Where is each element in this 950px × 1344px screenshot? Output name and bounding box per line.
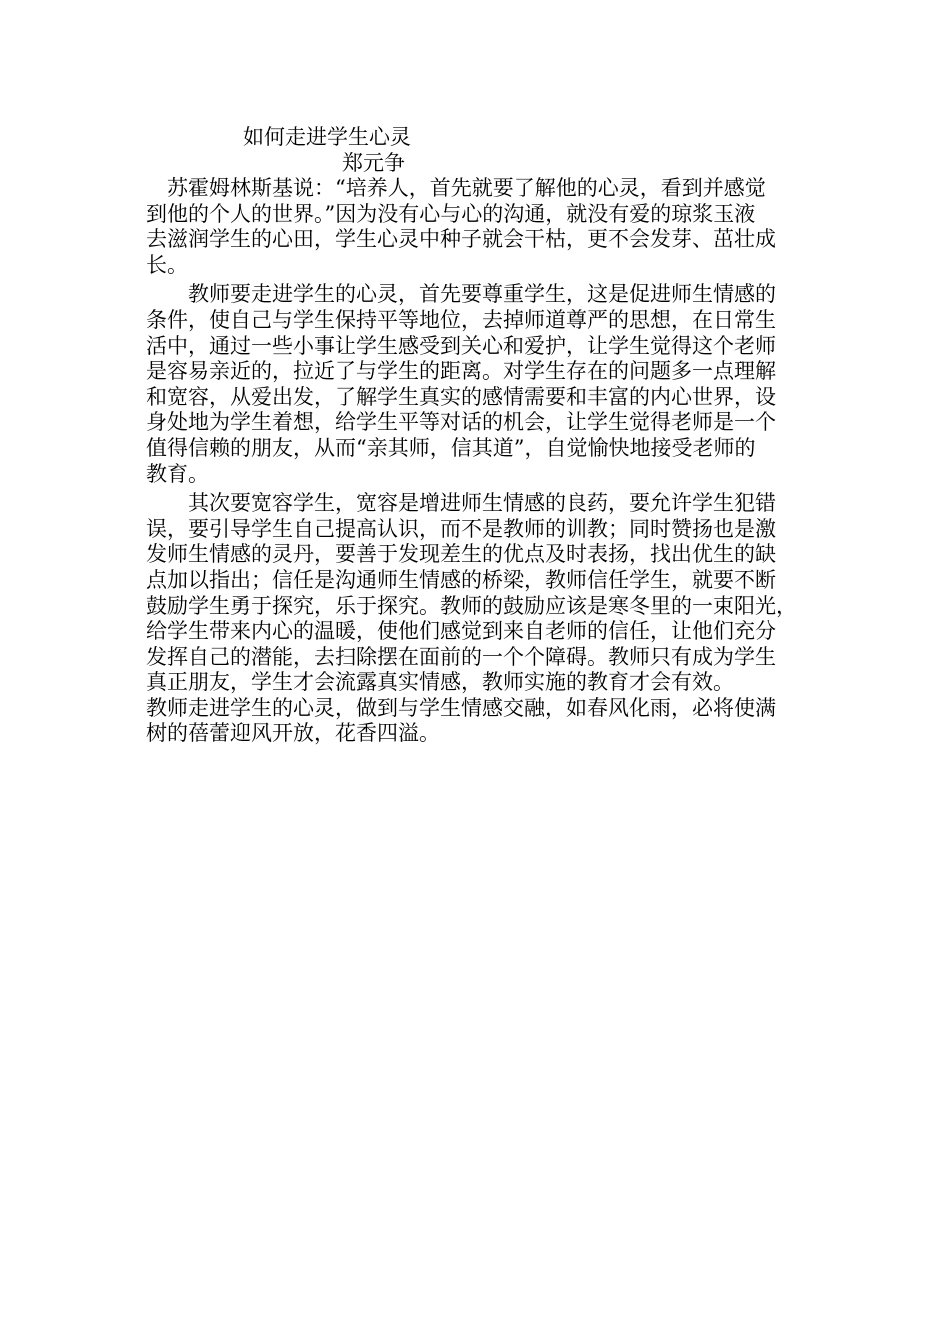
paragraph-line: 值得信赖的朋友，从而“亲其师，信其道”，自觉愉快地接受老师的 <box>146 435 756 460</box>
paragraph-line: 鼓励学生勇于探究，乐于探究。教师的鼓励应该是寒冬里的一束阳光， <box>146 593 797 618</box>
paragraph-line: 是容易亲近的，拉近了与学生的距离。对学生存在的问题多一点理解 <box>146 359 776 384</box>
paragraph-line: 发挥自己的潜能，去扫除摆在面前的一个个障碍。教师只有成为学生 <box>146 644 776 669</box>
paragraph-2 <box>146 282 818 487</box>
paragraph-line: 给学生带来内心的温暖，使他们感觉到来自老师的信任，让他们充分 <box>146 619 776 644</box>
paragraph-line: 教师要走进学生的心灵，首先要尊重学生，这是促进师生情感的 <box>146 282 776 307</box>
paragraph-line: 苏霍姆林斯基说：“培养人，首先就要了解他的心灵，看到并感觉 <box>146 176 766 200</box>
paragraph-line: 身处地为学生着想，给学生平等对话的机会，让学生觉得老师是一个 <box>146 410 776 435</box>
paragraph-line: 误，要引导学生自己提高认识，而不是教师的训教；同时赞扬也是激 <box>146 516 776 541</box>
paragraph-1 <box>146 176 818 278</box>
paragraph-line: 树的蓓蕾迎风开放，花香四溢。 <box>146 721 440 746</box>
paragraph-line: 教育。 <box>146 461 209 486</box>
paragraph-line: 点加以指出；信任是沟通师生情感的桥梁，教师信任学生，就要不断 <box>146 567 776 592</box>
paragraph-3 <box>146 491 818 747</box>
paragraph-line: 教师走进学生的心灵，做到与学生情感交融，如春风化雨，必将使满 <box>146 695 776 720</box>
document-title: 如何走进学生心灵 <box>243 125 411 149</box>
paragraph-line: 和宽容，从爱出发，了解学生真实的感情需要和丰富的内心世界，设 <box>146 384 776 409</box>
paragraph-line: 发师生情感的灵丹，要善于发现差生的优点及时表扬，找出优生的缺 <box>146 542 776 567</box>
paragraph-line: 到他的个人的世界。”因为没有心与心的沟通，就没有爱的琼浆玉液 <box>146 201 756 226</box>
document-body <box>146 176 818 747</box>
paragraph-line: 真正朋友，学生才会流露真实情感，教师实施的教育才会有效。 <box>146 670 734 695</box>
document-author: 郑元争 <box>342 151 405 175</box>
paragraph-line: 活中，通过一些小事让学生感受到关心和爱护，让学生觉得这个老师 <box>146 333 776 358</box>
paragraph-line: 其次要宽容学生，宽容是增进师生情感的良药，要允许学生犯错 <box>146 491 776 516</box>
paragraph-line: 去滋润学生的心田，学生心灵中种子就会干枯，更不会发芽、茁壮成 <box>146 227 776 252</box>
paragraph-line: 长。 <box>146 252 188 277</box>
paragraph-line: 条件，使自己与学生保持平等地位，去掉师道尊严的思想，在日常生 <box>146 307 776 332</box>
